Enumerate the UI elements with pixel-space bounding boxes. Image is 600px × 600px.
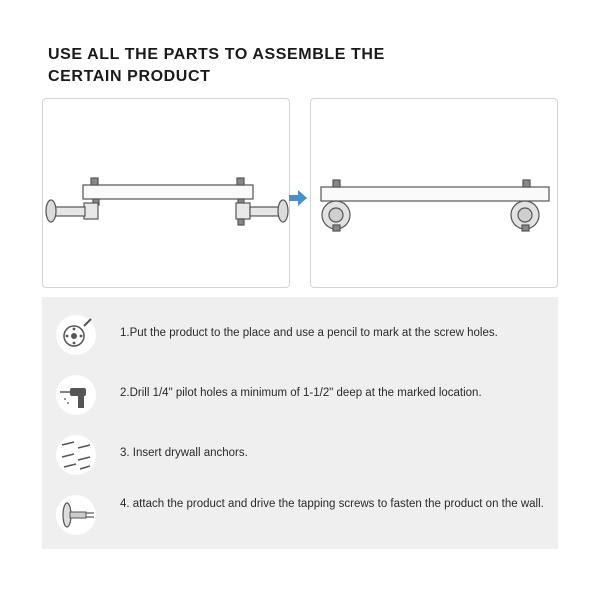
page-title [48, 44, 468, 88]
step-4-text: 4. attach the product and drive the tapping screws to fasten the product on the wall. [120, 498, 544, 510]
drywall-anchors-icon [54, 433, 98, 477]
title-line-2: CERTAIN PRODUCT [48, 68, 211, 85]
shelf-with-pipe-brackets-icon [43, 99, 291, 289]
after-assembly-panel [310, 98, 558, 288]
before-assembly-panel [42, 98, 290, 288]
fasten-screws-icon [54, 493, 98, 537]
instructions-panel [42, 297, 558, 549]
title-line-1: USE ALL THE PARTS TO ASSEMBLE THE [48, 46, 385, 63]
step-1-text: 1.Put the product to the place and use a pencil to mark at the screw holes. [120, 327, 498, 339]
shelf-with-wall-flanges-icon [311, 99, 559, 289]
step-2-text: 2.Drill 1/4" pilot holes a minimum of 1-1/2" deep at the marked location. [120, 387, 482, 399]
arrow-right-icon [287, 189, 309, 207]
screw-hole-mark-icon [54, 313, 98, 357]
drill-icon [54, 373, 98, 417]
step-3-text: 3. Insert drywall anchors. [120, 447, 248, 459]
